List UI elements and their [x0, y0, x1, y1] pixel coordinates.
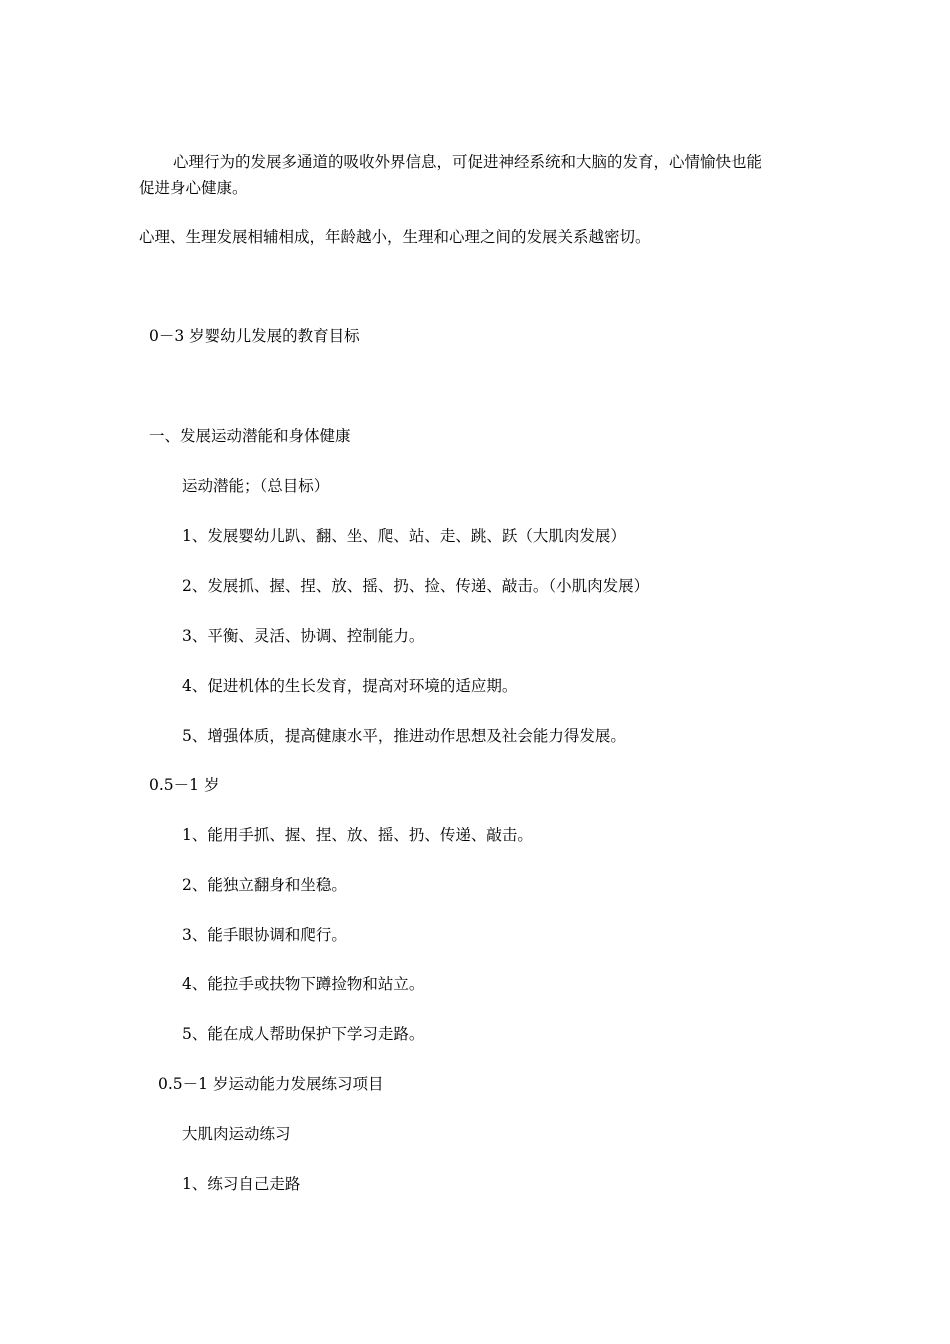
age-group-item: 1、能用手抓、握、捏、放、摇、扔、传递、敲击。 — [182, 826, 533, 844]
age-group-heading: 0.5－1 岁 — [149, 776, 220, 794]
age-group-item: 5、能在成人帮助保护下学习走路。 — [182, 1025, 425, 1043]
practice-subheading: 大肌肉运动练习 — [182, 1125, 291, 1143]
paragraph-1-line-1: 心理行为的发展多通道的吸收外界信息，可促进神经系统和大脑的发育，心情愉快也能 — [173, 153, 763, 171]
age-group-item: 4、能拉手或扶物下蹲捡物和站立。 — [182, 975, 425, 993]
section-1-item: 2、发展抓、握、捏、放、摇、扔、捡、传递、敲击。（小肌肉发展） — [182, 577, 650, 595]
age-group-item: 2、能独立翻身和坐稳。 — [182, 876, 347, 894]
practice-heading: 0.5－1 岁运动能力发展练习项目 — [158, 1075, 384, 1093]
document-title: 0－3 岁婴幼儿发展的教育目标 — [149, 327, 360, 345]
section-1-heading: 一、发展运动潜能和身体健康 — [149, 427, 351, 445]
section-1-item: 4、促进机体的生长发育，提高对环境的适应期。 — [182, 677, 518, 695]
paragraph-1-line-2: 促进身心健康。 — [139, 179, 248, 197]
age-group-item: 3、能手眼协调和爬行。 — [182, 926, 347, 944]
section-1-item: 3、平衡、灵活、协调、控制能力。 — [182, 627, 425, 645]
practice-item: 1、练习自己走路 — [182, 1175, 301, 1193]
section-1-item: 1、发展婴幼儿趴、翻、坐、爬、站、走、跳、跃（大肌肉发展） — [182, 527, 626, 545]
section-1-item: 5、增强体质，提高健康水平，推进动作思想及社会能力得发展。 — [182, 727, 626, 745]
paragraph-2: 心理、生理发展相辅相成，年龄越小，生理和心理之间的发展关系越密切。 — [139, 228, 651, 246]
section-1-subheading: 运动潜能；（总目标） — [182, 477, 330, 495]
